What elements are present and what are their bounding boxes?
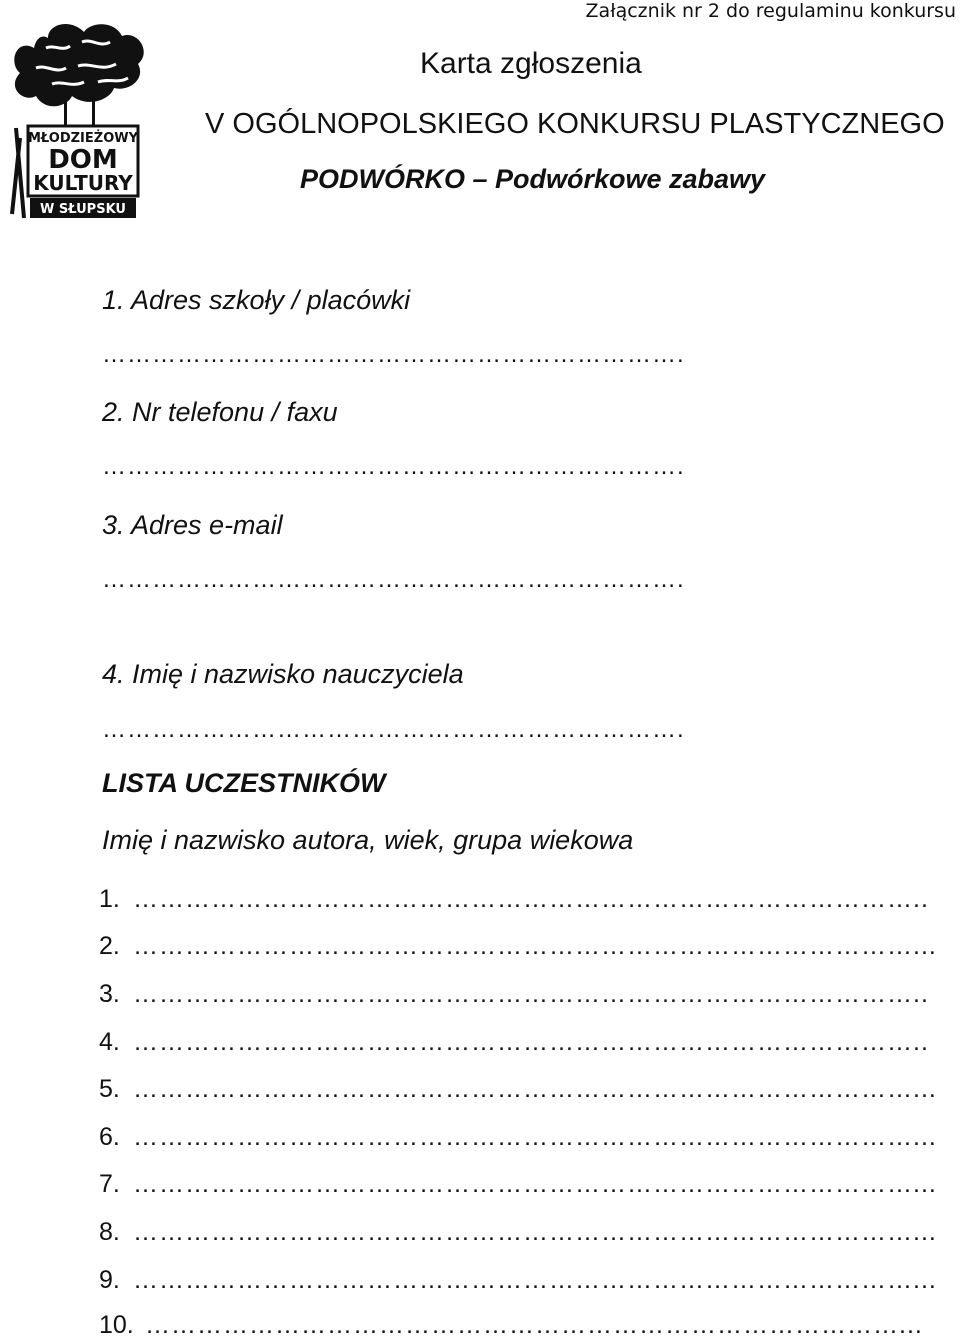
participant-number: 2. — [99, 932, 120, 960]
logo-line-3: KULTURY — [33, 171, 133, 195]
participant-number: 4. — [99, 1028, 120, 1056]
participant-row[interactable] — [99, 980, 954, 1010]
field-school-address-label: 1. Adres szkoły / placówki — [102, 285, 411, 315]
participant-line[interactable]: ………………………………………………………………………………... — [133, 1123, 937, 1151]
logo-line-2: DOM — [48, 145, 118, 175]
annex-note: Załącznik nr 2 do regulaminu konkursu — [585, 0, 956, 22]
contest-name: PODWÓRKO – Podwórkowe zabawy — [300, 164, 766, 194]
participant-number: 10. — [99, 1311, 134, 1339]
participant-row[interactable] — [99, 1075, 954, 1105]
participant-line[interactable]: ………………………………………………………………………………... — [133, 932, 937, 960]
participants-title: LISTA UCZESTNIKÓW — [102, 768, 386, 798]
participant-line[interactable]: ………………………………………………………………………………... — [133, 1170, 937, 1198]
participant-line[interactable]: ……………………………………………………………………………….. — [133, 980, 929, 1008]
field-email-label: 3. Adres e-mail — [102, 510, 283, 540]
participant-row[interactable] — [99, 1028, 954, 1058]
participant-line[interactable]: ………………………………………………………………………………... — [133, 1266, 937, 1294]
participant-line[interactable]: ………………………………………………………………………………... — [133, 1075, 937, 1103]
logo-line-4: W SŁUPSKU — [40, 202, 126, 217]
participant-line[interactable]: ……………………………………………………………………………….. — [133, 1028, 929, 1056]
field-school-address-line[interactable]: ……………………………………………………………. — [102, 341, 685, 368]
field-phone-label: 2. Nr telefonu / faxu — [102, 397, 338, 427]
participant-row[interactable] — [99, 1311, 954, 1339]
participant-number: 7. — [99, 1170, 120, 1198]
contest-subtitle: V OGÓLNOPOLSKIEGO KONKURSU PLASTYCZNEGO — [205, 108, 945, 140]
participant-row[interactable] — [99, 1266, 954, 1296]
field-teacher-line[interactable]: ……………………………………………………………. — [102, 716, 685, 743]
participants-subtitle: Imię i nazwisko autora, wiek, grupa wiekowa — [102, 825, 634, 855]
logo-line-1: MŁODZIEŻOWY — [27, 131, 139, 146]
field-phone-line[interactable]: ……………………………………………………………. — [102, 453, 685, 480]
participant-line[interactable]: ……………………………………………………………………………... — [145, 1311, 923, 1339]
participant-row[interactable] — [99, 1170, 954, 1200]
participant-row[interactable] — [99, 932, 954, 962]
form-title: Karta zgłoszenia — [420, 47, 642, 80]
participant-number: 3. — [99, 980, 120, 1008]
participant-line[interactable]: ………………………………………………………………………………... — [133, 1218, 937, 1246]
field-teacher-label: 4. Imię i nazwisko nauczyciela — [102, 659, 464, 689]
field-email-line[interactable]: ……………………………………………………………. — [102, 566, 685, 593]
participant-row[interactable] — [99, 1123, 954, 1153]
participant-number: 5. — [99, 1075, 120, 1103]
participant-number: 6. — [99, 1123, 120, 1151]
participant-row[interactable] — [99, 885, 954, 915]
participant-number: 1. — [99, 885, 120, 913]
mdk-slupsk-logo — [6, 18, 156, 223]
participant-number: 8. — [99, 1218, 120, 1246]
participant-number: 9. — [99, 1266, 120, 1294]
participant-row[interactable] — [99, 1218, 954, 1248]
participant-line[interactable]: ……………………………………………………………………………….. — [133, 885, 929, 913]
